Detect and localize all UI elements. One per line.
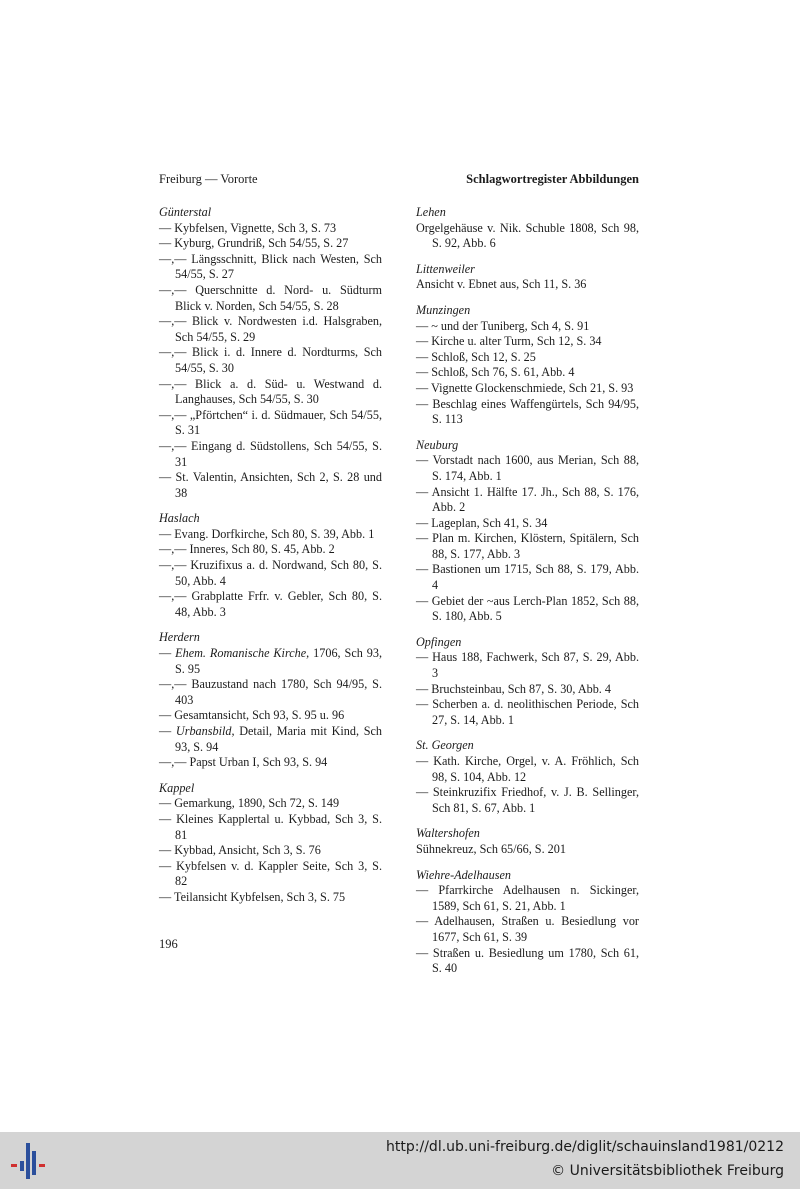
index-entry: — Haus 188, Fachwerk, Sch 87, S. 29, Abb. 3 (416, 650, 639, 681)
index-entry: — Gebiet der ~aus Lerch-Plan 1852, Sch 88, S. 180, Abb. 5 (416, 593, 639, 624)
entry-pre-part: — (159, 646, 176, 661)
index-entry: — Lageplan, Sch 41, S. 34 (416, 515, 548, 530)
index-entry: — Scherben a. d. neolithischen Periode, Sch 27, S. 14, Abb. 1 (416, 697, 639, 727)
entry-italic-part: Urbansbild, (175, 724, 235, 738)
section-title: Waltershofen (416, 826, 480, 841)
index-entry: — Ansicht 1. Hälfte 17. Jh., Sch 88, S. 176, Abb. 2 (416, 484, 639, 515)
section-title: St. Georgen (416, 738, 474, 753)
library-logo-icon (11, 1141, 51, 1181)
index-entry: — Adelhausen, Straßen u. Besiedlung vor 1677, Sch 61, S. 39 (416, 914, 639, 944)
index-entry: — ~ und der Tuniberg, Sch 4, S. 91 (416, 318, 590, 333)
index-entry: — Kyburg, Grundriß, Sch 54/55, S. 27 (159, 236, 349, 251)
index-entry: —,— Blick a. d. Süd- u. Westwand d. Langhauses, Sch 54/55, S. 30 (159, 376, 382, 407)
index-section (416, 868, 639, 977)
index-entry: —,— Blick i. d. Innere d. Nordturms, Sch 54/55, S. 30 (159, 345, 382, 375)
index-section (416, 635, 639, 729)
index-entry: —,— Inneres, Sch 80, S. 45, Abb. 2 (159, 542, 335, 557)
index-section (159, 511, 382, 620)
index-entry: — Kybbad, Ansicht, Sch 3, S. 76 (159, 843, 321, 858)
left-column (159, 205, 382, 916)
index-entry: — Kirche u. alter Turm, Sch 12, S. 34 (416, 334, 602, 349)
index-entry: —,— Kruzifixus a. d. Nordwand, Sch 80, S. 50, Abb. 4 (159, 558, 382, 588)
index-entry: —,— Längsschnitt, Blick nach Westen, Sch 54/55, S. 27 (159, 251, 382, 282)
section-title: Neuburg (416, 437, 459, 452)
index-entry: —,— Bauzustand nach 1780, Sch 94/95, S. 403 (159, 677, 382, 707)
entry-post-part: Detail, Maria mit Kind, Sch 93, S. 94 (175, 724, 383, 754)
index-entry: —,— Eingang d. Südstollens, Sch 54/55, S. 31 (159, 438, 382, 469)
section-title: Haslach (159, 511, 200, 526)
footer-copyright: © Universitätsbibliothek Freiburg (551, 1163, 784, 1179)
index-section (159, 205, 382, 501)
index-section (159, 781, 382, 906)
index-entry: — Kleines Kapplertal u. Kybbad, Sch 3, S. 81 (159, 811, 382, 842)
index-section (159, 630, 382, 770)
index-section (416, 262, 639, 293)
entry-italic-part: Ehem. Romanische Kirche, (175, 646, 310, 661)
index-entry: — Teilansicht Kybfelsen, Sch 3, S. 75 (159, 889, 346, 904)
index-section (416, 826, 639, 857)
index-entry: —,— Querschnitte d. Nord- u. Südturm Blick v. Norden, Sch 54/55, S. 28 (159, 282, 382, 313)
index-section (416, 738, 639, 816)
page-header-right: Schlagwortregister Abbildungen (466, 172, 639, 186)
index-entry: — Straßen u. Besiedlung um 1780, Sch 61, S. 40 (416, 945, 639, 976)
section-title: Lehen (416, 205, 446, 219)
index-entry: — Vignette Glockenschmiede, Sch 21, S. 93 (416, 380, 634, 395)
index-entry: — Evang. Dorfkirche, Sch 80, S. 39, Abb. 1 (159, 526, 375, 541)
section-title: Kappel (159, 780, 195, 795)
index-entry: — Plan m. Kirchen, Klöstern, Spitälern, Sch 88, S. 177, Abb. 3 (416, 531, 639, 561)
right-column (416, 205, 639, 987)
index-entry: —,— Papst Urban I, Sch 93, S. 94 (159, 755, 328, 770)
index-entry: Sühnekreuz, Sch 65/66, S. 201 (416, 841, 566, 856)
index-entry: —,— „Pförtchen“ i. d. Südmauer, Sch 54/55, S. 31 (159, 407, 382, 438)
index-entry: — Kybfelsen v. d. Kappler Seite, Sch 3, S. 82 (159, 858, 382, 889)
index-entry: — Bruchsteinbau, Sch 87, S. 30, Abb. 4 (416, 681, 611, 696)
index-entry: — Schloß, Sch 12, S. 25 (416, 349, 536, 364)
section-title: Littenweiler (416, 261, 475, 276)
index-entry: — St. Valentin, Ansichten, Sch 2, S. 28 und 38 (159, 470, 382, 500)
index-entry: — Steinkruzifix Friedhof, v. J. B. Sellinger, Sch 81, S. 67, Abb. 1 (416, 785, 639, 815)
index-entry (159, 724, 382, 755)
footer-url-link[interactable]: http://dl.ub.uni-freiburg.de/diglit/schauinsland1981/0212 (386, 1139, 784, 1155)
index-entry: — Kath. Kirche, Orgel, v. A. Fröhlich, Sch 98, S. 104, Abb. 12 (416, 754, 639, 784)
index-entry: — Beschlag eines Waffengürtels, Sch 94/95, S. 113 (416, 396, 639, 427)
section-title: Munzingen (416, 302, 471, 317)
index-section (416, 303, 639, 428)
index-entry: — Pfarrkirche Adelhausen n. Sickinger, 1589, Sch 61, S. 21, Abb. 1 (416, 883, 639, 913)
footer-bar (0, 1132, 800, 1189)
index-entry: Orgelgehäuse v. Nik. Schuble 1808, Sch 98, S. 92, Abb. 6 (416, 220, 639, 251)
section-title: Opfingen (416, 634, 462, 649)
section-title: Wiehre-Adelhausen (416, 867, 511, 882)
page-header-left: Freiburg — Vororte (159, 172, 258, 186)
index-entry: — Bastionen um 1715, Sch 88, S. 179, Abb. 4 (416, 562, 639, 593)
entry-pre-part: — (159, 724, 176, 738)
entry-post-part: 1706, Sch 93, S. 95 (175, 646, 383, 676)
index-entry: —,— Blick v. Nordwesten i.d. Halsgraben, Sch 54/55, S. 29 (159, 314, 382, 344)
index-entry: — Gesamtansicht, Sch 93, S. 95 u. 96 (159, 708, 345, 723)
index-entry: — Gemarkung, 1890, Sch 72, S. 149 (159, 796, 340, 811)
index-entry: — Vorstadt nach 1600, aus Merian, Sch 88, S. 174, Abb. 1 (416, 453, 639, 483)
index-entry: —,— Grabplatte Frfr. v. Gebler, Sch 80, S. 48, Abb. 3 (159, 589, 382, 619)
index-entry (159, 646, 382, 677)
index-section (416, 438, 639, 625)
page-number: 196 (159, 937, 178, 951)
index-entry: — Kybfelsen, Vignette, Sch 3, S. 73 (159, 220, 337, 235)
index-section (416, 205, 639, 252)
index-entry: Ansicht v. Ebnet aus, Sch 11, S. 36 (416, 277, 587, 292)
section-title: Günterstal (159, 205, 212, 219)
index-entry: — Schloß, Sch 76, S. 61, Abb. 4 (416, 365, 575, 380)
section-title: Herdern (159, 630, 200, 645)
